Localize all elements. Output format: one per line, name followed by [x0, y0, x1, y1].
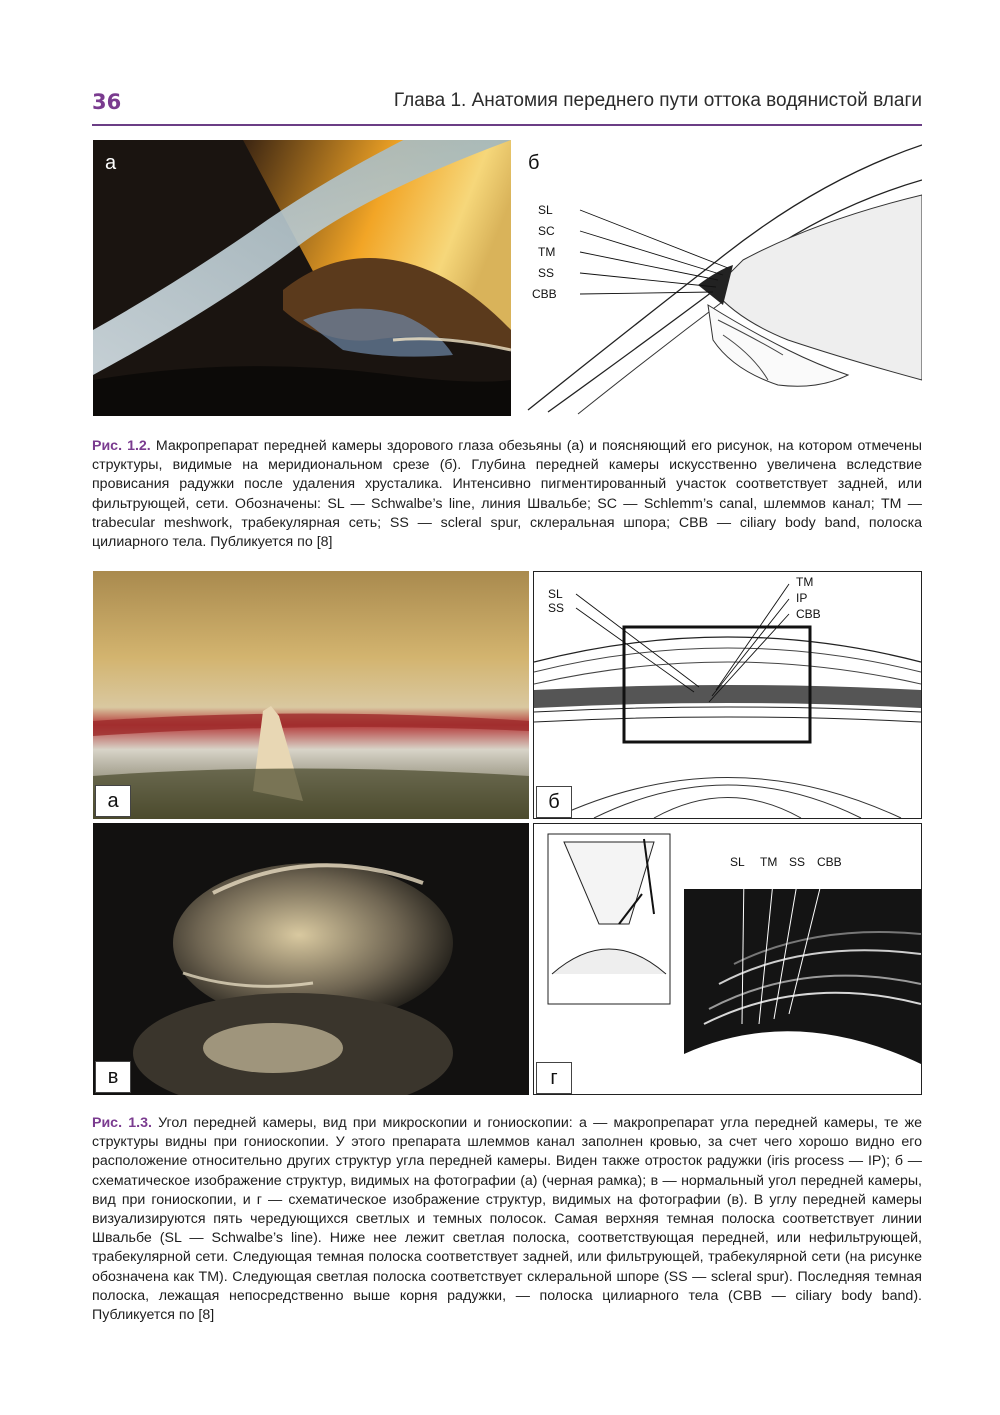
- fig-1-3-panel-g-letter: г: [536, 1062, 572, 1094]
- fig-1-2-caption-text: Макропрепарат передней камеры здорового глаза обезьяны (а) и поясняющий его рисунок, на котором отмечены структуры, видимые на меридиональном срезе (б). Глубина передней камеры искусственно увеличена вследствие провисания радужки после удаления хрусталика. Интенсивно пигментированный участок соответствует задней, или фильтрующей, сети. Обозначены: SL — Schwalbe’s line, линия Швальбе; SC — Schlemm’s canal, шлеммов канал; TM — trabecular meshwork, трабекулярная сеть; SS — scleral spur, склеральная шпора; CBB — ciliary body band, полоска цилиарного тела. Публикуется по [8]: [92, 438, 923, 551]
- label-sl: SL: [548, 587, 563, 601]
- fig-1-2-panel-a-letter: а: [105, 152, 117, 174]
- fig-1-3-photo-a: [93, 571, 529, 819]
- header-divider: [92, 124, 922, 126]
- page-number: 36: [92, 90, 122, 114]
- label-cbb: CBB: [532, 287, 557, 301]
- fig-1-3-caption: [92, 1114, 922, 1325]
- fig-1-2-panel-b-letter: б: [528, 152, 540, 174]
- label-sc: SC: [538, 224, 555, 238]
- fig-1-3-caption-text: Угол передней камеры, вид при микроскопии и гониоскопии: а — макропрепарат угла передней камеры, те же структуры видны при гониоскопии. У этого препарата шлеммов канал заполнен кровью, за счет чего хорошо видно его расположение относительно других структур угла передней камеры. Виден также отросток радужки (iris process — IP); б — схематическое изображение структур, видимых на фотографии (а) (черная рамка); в — нормальный угол передней камеры, вид при гониоскопии, и г — схематическое изображение структур, видимых на фотографии (в). В углу передней камеры визуализируются пять чередующихся светлых и темных полосок. Самая верхняя темная полоска соответствует линии Швальбе (SL — Schwalbe’s line). Ниже нее лежит светлая полоска, соответствующая передней, или нефильтрующей, трабекулярной сети. Следующая темная полоска соответствует задней, или фильтрующей, трабекулярной сети (на рисунке обозначена как TM). Следующая светлая полоска соответствует склеральной шпоре (SS — scleral spur). Последняя темная полоска, лежащая непосредственно выше корня радужки, — полоска цилиарного тела (CBB — ciliary body band). Публикуется по [8]: [92, 1115, 922, 1324]
- label-ss: SS: [789, 855, 806, 869]
- fig-1-3-photo-v: [93, 823, 529, 1095]
- fig-1-3-diagram-g: [533, 823, 922, 1095]
- fig-1-2-caption-label: Рис. 1.2.: [92, 438, 151, 454]
- fig-1-2-photo-a: [93, 140, 511, 416]
- label-tm: TM: [796, 575, 814, 589]
- label-ip: IP: [796, 591, 808, 605]
- fig-1-3-panel-b-letter: б: [536, 786, 572, 818]
- label-cbb: CBB: [796, 607, 821, 621]
- fig-1-3-caption-label: Рис. 1.3.: [92, 1115, 152, 1131]
- fig-1-2-caption: [92, 437, 922, 552]
- label-sl: SL: [730, 855, 745, 869]
- fig-1-3-panel-a-letter: а: [95, 785, 131, 817]
- label-sl: SL: [538, 203, 553, 217]
- label-ss: SS: [548, 601, 565, 615]
- label-tm: TM: [538, 245, 556, 259]
- label-ss: SS: [538, 266, 555, 280]
- page-header: [92, 86, 922, 120]
- label-cbb: CBB: [817, 855, 842, 869]
- label-tm: TM: [760, 855, 778, 869]
- chapter-title: Глава 1. Анатомия переднего пути оттока водянистой влаги: [393, 90, 922, 111]
- fig-1-3-diagram-b: [533, 571, 922, 819]
- fig-1-3-panel-v-letter: в: [95, 1061, 131, 1093]
- fig-1-2-diagram-b: [518, 140, 922, 416]
